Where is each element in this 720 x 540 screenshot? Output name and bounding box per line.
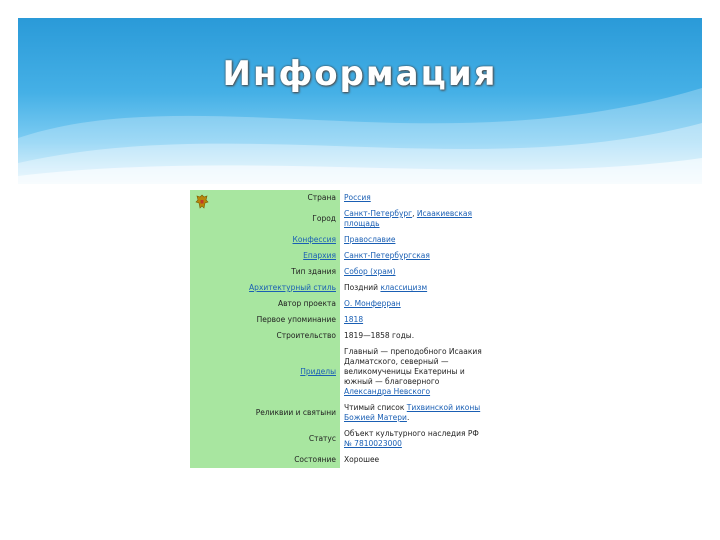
infobox-label-link[interactable]: Конфессия xyxy=(292,235,336,244)
infobox-label xyxy=(190,344,340,400)
infobox-label xyxy=(190,190,340,206)
infobox-label xyxy=(190,264,340,280)
infobox-label-link[interactable]: Приделы xyxy=(300,367,336,376)
infobox-label-text: Автор проекта xyxy=(277,299,336,308)
value-link[interactable]: 1818 xyxy=(344,315,364,324)
infobox-label xyxy=(190,312,340,328)
infobox-label xyxy=(190,328,340,344)
value-link[interactable]: Тихвинской иконы Божией Матери xyxy=(344,403,481,422)
infobox-value xyxy=(340,206,488,232)
infobox-value xyxy=(340,328,488,344)
infobox-label xyxy=(190,400,340,426)
infobox-value xyxy=(340,264,488,280)
infobox-label xyxy=(190,206,340,232)
infobox-label xyxy=(190,280,340,296)
infobox-row xyxy=(190,190,488,206)
infobox-label-link[interactable]: Епархия xyxy=(303,251,336,260)
value-text: , xyxy=(412,209,417,218)
infobox-label-text: Состояние xyxy=(294,455,336,464)
infobox-value xyxy=(340,400,488,426)
value-text: Главный — преподобного Исаакия Далматского, северный — великомученицы Екатерины и южный — благоверного xyxy=(344,347,482,386)
infobox-label-text: Город xyxy=(312,214,336,223)
value-link[interactable]: № 7810023000 xyxy=(344,439,402,448)
value-text: Хорошее xyxy=(344,455,380,464)
value-link[interactable]: Россия xyxy=(344,193,371,202)
infobox-row xyxy=(190,232,488,248)
infobox-value xyxy=(340,312,488,328)
infobox-value xyxy=(340,190,488,206)
value-link[interactable]: Православие xyxy=(344,235,396,244)
infobox-label xyxy=(190,232,340,248)
infobox-label-text: Статус xyxy=(308,434,336,443)
header-banner xyxy=(18,18,702,184)
infobox-label-text: Тип здания xyxy=(291,267,336,276)
value-link[interactable]: Санкт-Петербург xyxy=(344,209,413,218)
value-link[interactable]: Санкт-Петербургская xyxy=(344,251,430,260)
infobox-row xyxy=(190,400,488,426)
value-text: Поздний xyxy=(344,283,381,292)
infobox-label xyxy=(190,426,340,452)
infobox-value xyxy=(340,296,488,312)
infobox-label xyxy=(190,248,340,264)
value-link[interactable]: Собор (храм) xyxy=(344,267,396,276)
coat-of-arms-icon xyxy=(194,194,210,210)
infobox-value xyxy=(340,280,488,296)
value-link[interactable]: классицизм xyxy=(380,283,428,292)
infobox-row xyxy=(190,206,488,232)
value-text: Чтимый список xyxy=(344,403,407,412)
infobox-label xyxy=(190,296,340,312)
page-title: Информация xyxy=(222,54,498,94)
infobox-label-link[interactable]: Архитектурный стиль xyxy=(249,283,336,292)
infobox-value xyxy=(340,248,488,264)
infobox-row xyxy=(190,312,488,328)
infobox-label-text: Страна xyxy=(307,193,336,202)
infobox-table xyxy=(190,190,488,468)
infobox-row xyxy=(190,296,488,312)
value-link[interactable]: Исаакиевская площадь xyxy=(344,209,473,228)
infobox-value xyxy=(340,452,488,468)
wave-decoration xyxy=(18,18,702,184)
infobox-row xyxy=(190,328,488,344)
infobox-value xyxy=(340,232,488,248)
infobox-row xyxy=(190,280,488,296)
value-text: 1819—1858 годы. xyxy=(344,331,415,340)
infobox-row xyxy=(190,452,488,468)
value-link[interactable]: О. Монферран xyxy=(344,299,401,308)
infobox-value xyxy=(340,426,488,452)
infobox-label-text: Первое упоминание xyxy=(256,315,336,324)
value-text: Объект культурного наследия РФ xyxy=(344,429,479,438)
infobox-label-text: Реликвии и святыни xyxy=(255,408,336,417)
infobox-row xyxy=(190,426,488,452)
infobox-label-text: Строительство xyxy=(276,331,336,340)
infobox-row xyxy=(190,264,488,280)
infobox-value xyxy=(340,344,488,400)
value-link[interactable]: Александра Невского xyxy=(344,387,431,396)
infobox-row xyxy=(190,248,488,264)
value-text: . xyxy=(406,413,410,422)
infobox-row xyxy=(190,344,488,400)
infobox-label xyxy=(190,452,340,468)
